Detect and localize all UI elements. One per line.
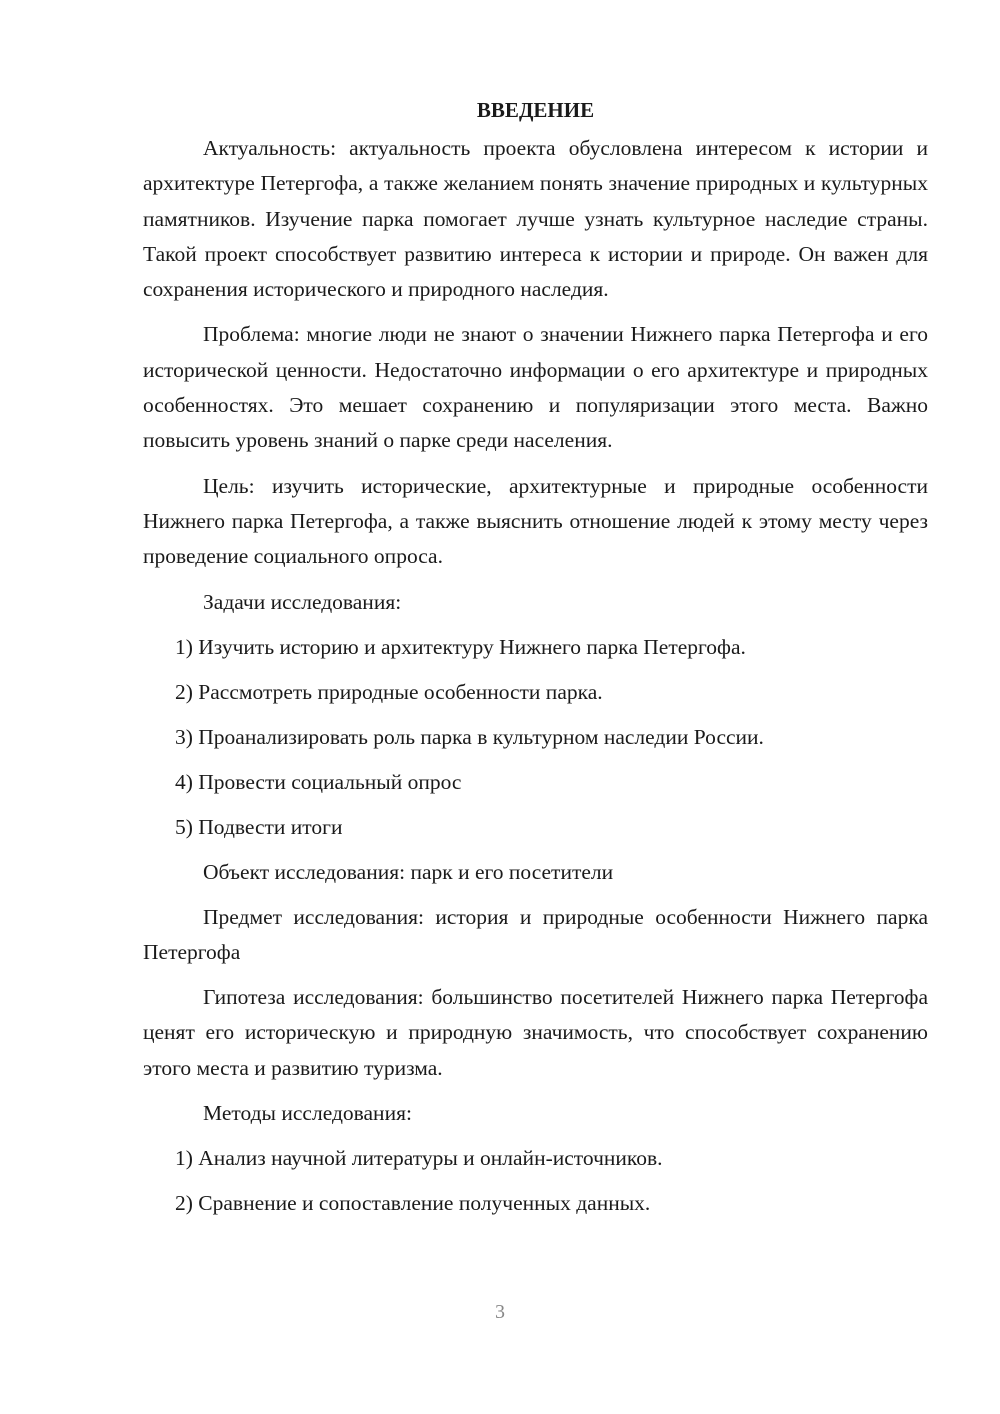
methods-heading: Методы исследования: — [203, 1101, 412, 1126]
task-item: 1) Изучить историю и архитектуру Нижнего парка Петергофа. — [175, 634, 746, 659]
object-line: Объект исследования: парк и его посетители — [203, 859, 614, 884]
method-item: 2) Сравнение и сопоставление полученных данных. — [175, 1191, 651, 1216]
tasks-heading: Задачи исследования: — [203, 589, 402, 614]
goal-paragraph: Цель: изучить исторические, архитектурные и природные особенности Нижнего парка Петергофа, а также выяснить отношение людей к этому месту через проведение социального опроса. — [143, 473, 928, 569]
problem-paragraph: Проблема: многие люди не знают о значении Нижнего парка Петергофа и его исторической ценности. Недостаточно информации о его архитектуре и природных особенностях. Это мешает сохранению и популяризации этого места. Важно повысить уровень знаний о парке среди населения. — [143, 322, 928, 453]
subject-paragraph: Предмет исследования: история и природные особенности Нижнего парка Петергофа — [143, 904, 928, 964]
section-title: ВВЕДЕНИЕ — [476, 98, 595, 122]
method-item: 1) Анализ научной литературы и онлайн-источников. — [175, 1146, 663, 1171]
task-item: 4) Провести социальный опрос — [175, 769, 462, 794]
task-item: 2) Рассмотреть природные особенности парка. — [175, 679, 603, 704]
task-item: 3) Проанализировать роль парка в культурном наследии России. — [175, 724, 764, 749]
relevance-paragraph: Актуальность: актуальность проекта обусловлена интересом к истории и архитектуре Петергофа, а также желанием понять значение природных и культурных памятников. Изучение парка помогает лучше узнать культурное наследие страны. Такой проект способствует развитию интереса к истории и природе. Он важен для сохранения исторического и природного наследия. — [143, 136, 928, 302]
task-item: 5) Подвести итоги — [175, 814, 343, 839]
hypothesis-paragraph: Гипотеза исследования: большинство посетителей Нижнего парка Петергофа ценят его историческую и природную значимость, что способствует сохранению этого места и развитию туризма. — [143, 985, 928, 1080]
page-number: 3 — [495, 1301, 505, 1323]
document-page — [143, 92, 928, 1231]
